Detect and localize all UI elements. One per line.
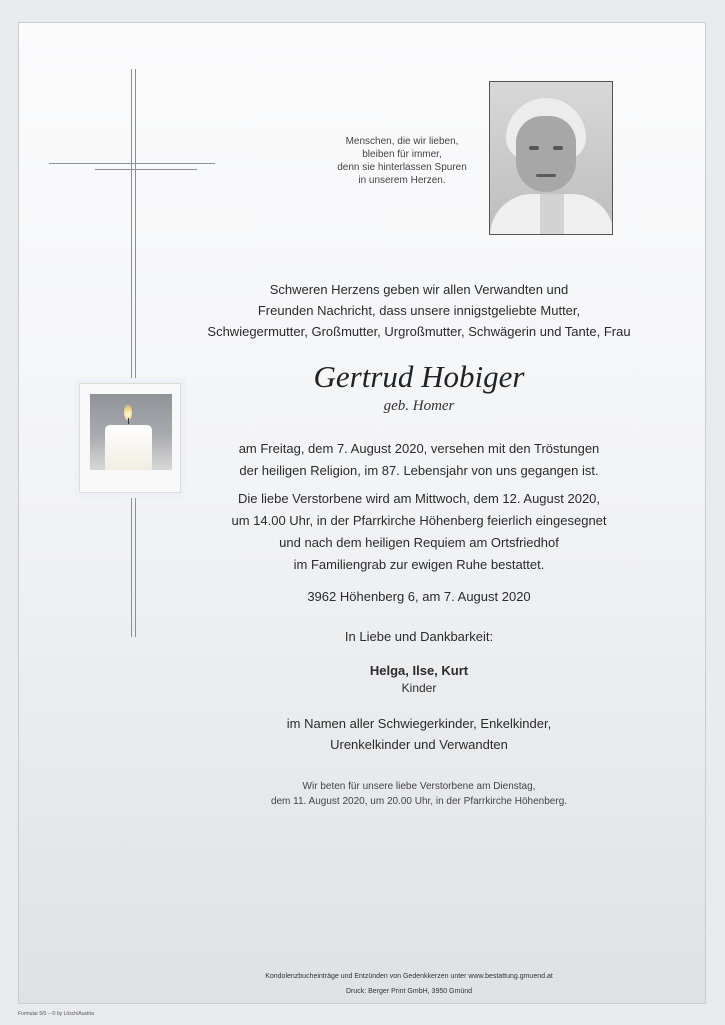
- portrait-eye-right: [553, 146, 563, 150]
- candle-icon: [79, 383, 181, 493]
- gratitude-text: In Liebe und Dankbarkeit:: [344, 629, 494, 644]
- cross-icon: [131, 69, 136, 637]
- quote-line: Menschen, die wir lieben,: [345, 136, 459, 147]
- cross-arm-upper: [49, 163, 215, 164]
- obituary-page: [18, 22, 706, 1004]
- intro-text: [169, 279, 669, 342]
- quote-line: bleiben für immer,: [362, 149, 442, 160]
- portrait-eye-left: [529, 146, 539, 150]
- print-footer: [199, 969, 619, 999]
- portrait-image: [489, 81, 613, 235]
- candle-image: [90, 394, 172, 470]
- funeral-line: Die liebe Verstorbene wird am Mittwoch, dem 12. August 2020,: [237, 491, 601, 506]
- deceased-name: Gertrud Hobiger: [313, 359, 525, 394]
- candle-body: [105, 425, 152, 470]
- place-date: 3962 Höhenberg 6, am 7. August 2020: [307, 589, 531, 604]
- birth-name: geb. Homer: [383, 398, 455, 414]
- intro-line: Schwiegermutter, Großmutter, Urgroßmutter, Schwägerin und Tante, Frau: [207, 324, 631, 339]
- funeral-line: und nach dem heiligen Requiem am Ortsfriedhof: [279, 535, 559, 550]
- funeral-line: im Familiengrab zur ewigen Ruhe bestattet.: [293, 557, 545, 572]
- quote-line: in unserem Herzen.: [358, 175, 446, 186]
- footer-line: Kondolenzbucheinträge und Entzünden von Gedenkkerzen unter www.bestattung.gmuend.at: [265, 973, 553, 980]
- funeral-notice: [169, 488, 669, 576]
- intro-line: Freunden Nachricht, dass unsere innigstgeliebte Mutter,: [257, 303, 581, 318]
- portrait-mouth: [536, 174, 556, 177]
- relatives-text: [169, 713, 669, 755]
- portrait-collar: [540, 194, 564, 235]
- portrait-face: [516, 116, 576, 192]
- cross-arm-lower: [95, 169, 197, 170]
- prayer-line: dem 11. August 2020, um 20.00 Uhr, in der Pfarrkirche Höhenberg.: [270, 796, 568, 807]
- children-names: Helga, Ilse, Kurt: [369, 663, 469, 678]
- children-label: Kinder: [401, 681, 437, 695]
- relatives-line: Urenkelkinder und Verwandten: [330, 737, 508, 752]
- intro-line: Schweren Herzens geben wir allen Verwandten und: [269, 282, 569, 297]
- candle-wick: [128, 418, 129, 424]
- prayer-line: Wir beten für unsere liebe Verstorbene am Dienstag,: [302, 781, 536, 792]
- prayer-notice: [169, 779, 669, 809]
- memorial-quote: [317, 135, 487, 187]
- funeral-line: um 14.00 Uhr, in der Pfarrkirche Höhenberg feierlich eingesegnet: [231, 513, 607, 528]
- relatives-line: im Namen aller Schwiegerkinder, Enkelkinder,: [286, 716, 552, 731]
- footer-line: Druck: Berger Print GmbH, 3950 Gmünd: [345, 988, 473, 995]
- quote-line: denn sie hinterlassen Spuren: [337, 162, 467, 173]
- death-line: der heiligen Religion, im 87. Lebensjahr von uns gegangen ist.: [239, 463, 599, 478]
- death-notice: [169, 438, 669, 482]
- death-line: am Freitag, dem 7. August 2020, versehen mit den Tröstungen: [238, 441, 600, 456]
- form-code: Formular 5/0 – © by Lösch/Austria: [18, 1011, 94, 1017]
